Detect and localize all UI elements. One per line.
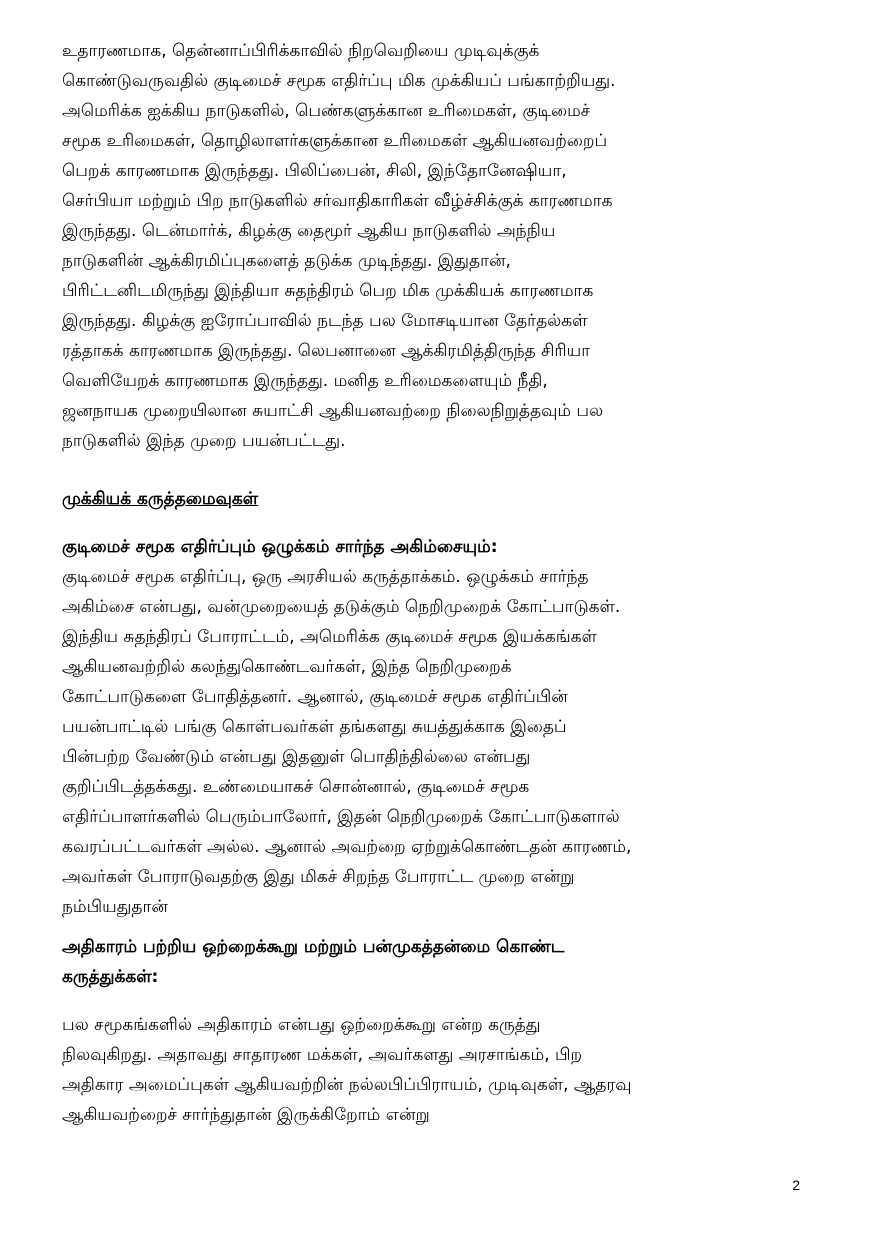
page-number: 2 <box>792 1177 800 1193</box>
text-line: ரத்தாகக் காரணமாக இருந்தது. லெபனானை ஆக்கிரமித்திருந்த சிரியா <box>62 341 591 361</box>
paragraph-power-concepts <box>62 1010 814 1130</box>
page-content <box>62 36 814 1130</box>
spacer <box>62 922 814 932</box>
text-line: உதாரணமாக, தென்னாப்பிரிக்காவில் நிறவெறியை முடிவுக்குக் <box>62 41 540 61</box>
text-line: இந்திய சுதந்திரப் போராட்டம், அமெரிக்க குடிமைச் சமூக இயக்கங்கள் <box>62 627 597 647</box>
text-line: செர்பியா மற்றும் பிற நாடுகளில் சர்வாதிகாரிகள் வீழ்ச்சிக்குக் காரணமாக <box>62 191 613 211</box>
text-line: நிலவுகிறது. அதாவது சாதாரண மக்கள், அவர்களது அரசாங்கம், பிற <box>62 1045 583 1065</box>
text-line: குறிப்பிடத்தக்கது. உண்மையாகச் சொன்னால், குடிமைச் சமூக <box>62 777 530 797</box>
text-line: அமெரிக்க ஐக்கிய நாடுகளில், பெண்களுக்கான உரிமைகள், குடிமைச் <box>62 101 591 121</box>
text-line: பயன்பாட்டில் பங்கு கொள்பவர்கள் தங்களது சுயத்துக்காக இதைப் <box>62 717 567 737</box>
paragraph-intro <box>62 36 814 456</box>
text-line: நாடுகளில் இந்த முறை பயன்பட்டது. <box>62 431 346 451</box>
paragraph-civil-resistance <box>62 562 814 922</box>
text-line: நாடுகளின் ஆக்கிரமிப்புகளைத் தடுக்க முடிந்தது. இதுதான், <box>62 251 511 271</box>
subheading-line: குடிமைச் சமூக எதிர்ப்பும் ஒழுக்கம் சார்ந்த அகிம்சையும்: <box>62 537 498 557</box>
text-line: இருந்தது. கிழக்கு ஐரோப்பாவில் நடந்த பல மோசடியான தேர்தல்கள் <box>62 311 588 331</box>
text-line: ஆகியவற்றைச் சார்ந்துதான் இருக்கிறோம் என்று <box>62 1105 430 1125</box>
text-line: கொண்டுவருவதில் குடிமைச் சமூக எதிர்ப்பு மிக முக்கியப் பங்காற்றியது. <box>62 71 616 91</box>
text-line: கவரப்பட்டவர்கள் அல்ல. ஆனால் அவற்றை ஏற்றுக்கொண்டதன் காரணம், <box>62 837 632 857</box>
subheading-line: அதிகாரம் பற்றிய ஒற்றைக்கூறு மற்றும் பன்முகத்தன்மை கொண்ட <box>62 937 565 957</box>
subheading-civil-resistance <box>62 532 814 562</box>
subheading-power-concepts <box>62 932 814 992</box>
text-line: அகிம்சை என்பது, வன்முறையைத் தடுக்கும் நெறிமுறைக் கோட்பாடுகள். <box>62 597 621 617</box>
text-line: அவர்கள் போராடுவதற்கு இது மிகச் சிறந்த போராட்ட முறை என்று <box>62 867 575 887</box>
text-line: பெறக் காரணமாக இருந்தது. பிலிப்பைன், சிலி, இந்தோனேஷியா, <box>62 161 567 181</box>
text-line: பிரிட்டனிடமிருந்து இந்தியா சுதந்திரம் பெற மிக முக்கியக் காரணமாக <box>62 281 594 301</box>
text-line: ஜனநாயக முறையிலான சுயாட்சி ஆகியனவற்றை நிலைநிறுத்தவும் பல <box>62 401 604 421</box>
section-title: முக்கியக் கருத்தமைவுகள் <box>62 489 259 509</box>
text-line: குடிமைச் சமூக எதிர்ப்பு, ஒரு அரசியல் கருத்தாக்கம். ஒழுக்கம் சார்ந்த <box>62 567 589 587</box>
text-line: எதிர்ப்பாளர்களில் பெரும்பாலோர், இதன் நெறிமுறைக் கோட்பாடுகளால் <box>62 807 620 827</box>
text-line: கோட்பாடுகளை போதித்தனர். ஆனால், குடிமைச் சமூக எதிர்ப்பின் <box>62 687 568 707</box>
spacer <box>62 992 814 1010</box>
text-line: அதிகார அமைப்புகள் ஆகியவற்றின் நல்லபிப்பிராயம், முடிவுகள், ஆதரவு <box>62 1075 632 1095</box>
text-line: சமூக உரிமைகள், தொழிலாளர்களுக்கான உரிமைகள் ஆகியனவற்றைப் <box>62 131 608 151</box>
text-line: ஆகியனவற்றில் கலந்துகொண்டவர்கள், இந்த நெறிமுறைக் <box>62 657 512 677</box>
text-line: நம்பியதுதான் <box>62 897 168 917</box>
text-line: வெளியேறக் காரணமாக இருந்தது. மனித உரிமைகளையும் நீதி, <box>62 371 548 391</box>
text-line: பின்பற்ற வேண்டும் என்பது இதனுள் பொதிந்தில்லை என்பது <box>62 747 531 767</box>
subheading-line: கருத்துக்கள்: <box>62 967 159 987</box>
text-line: இருந்தது. டென்மார்க், கிழக்கு தைமூர் ஆகிய நாடுகளில் அந்நிய <box>62 221 556 241</box>
text-line: பல சமூகங்களில் அதிகாரம் என்பது ஒற்றைக்கூறு என்ற கருத்து <box>62 1015 541 1035</box>
